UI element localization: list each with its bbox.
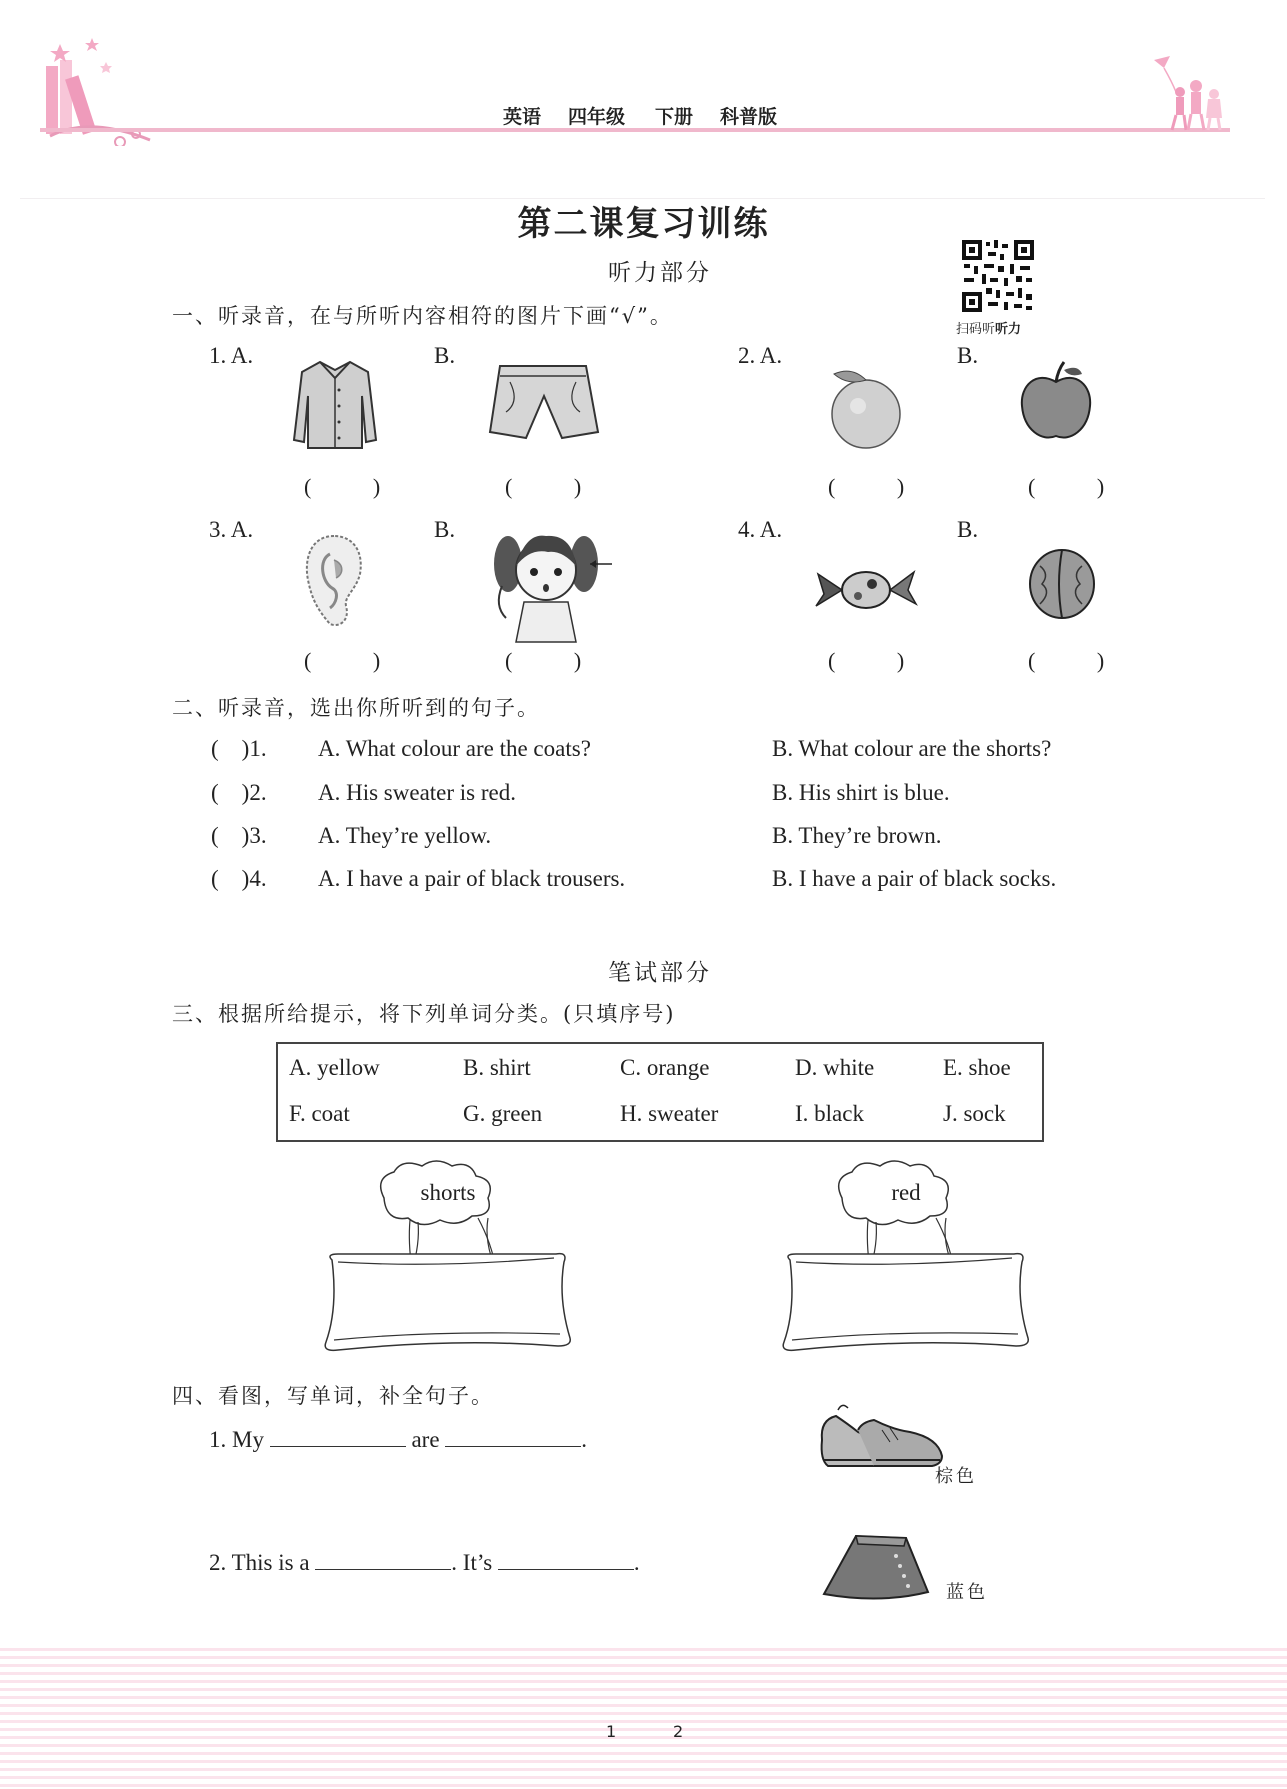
apple-image bbox=[1016, 360, 1096, 444]
s4-s2-middle: . It’s bbox=[451, 1550, 493, 1575]
q2-b-label: B. bbox=[957, 343, 979, 368]
qr-caption-prefix: 扫码听 bbox=[956, 322, 996, 337]
shoes-image bbox=[818, 1400, 946, 1476]
qr-caption-bold: 听力 bbox=[995, 322, 1022, 337]
section1-title: 一、听录音，在与所听内容相符的图片下画“√”。 bbox=[172, 304, 673, 328]
q1-b-label: B. bbox=[434, 343, 456, 368]
header-rule bbox=[40, 128, 1230, 132]
qr-caption bbox=[956, 318, 1021, 337]
s2-q2-number[interactable]: ( )2. bbox=[211, 780, 267, 805]
s4-s1-middle: are bbox=[411, 1427, 440, 1452]
word-h: H. sweater bbox=[620, 1101, 719, 1126]
word-a: A. yellow bbox=[289, 1055, 380, 1080]
q2-label: 2. A. bbox=[738, 343, 783, 368]
q1-a-answer-blank[interactable]: ( ) bbox=[304, 474, 409, 499]
candy-image bbox=[814, 558, 918, 622]
word-f: F. coat bbox=[289, 1101, 350, 1126]
q3-label: 3. A. bbox=[209, 517, 254, 542]
q4-a-answer-blank[interactable]: ( ) bbox=[828, 648, 933, 673]
s2-q3-number[interactable]: ( )3. bbox=[211, 823, 267, 848]
s4-s2-blank-1[interactable] bbox=[315, 1547, 451, 1570]
word-b: B. shirt bbox=[463, 1055, 531, 1080]
s4-sentence-1 bbox=[209, 1424, 587, 1453]
girl-hair-image bbox=[486, 526, 616, 644]
s4-s1-blank-2[interactable] bbox=[445, 1424, 581, 1447]
s2-q4-number[interactable]: ( )4. bbox=[211, 866, 267, 891]
s4-s1-start: 1. My bbox=[209, 1427, 264, 1452]
section3-title: 三、根据所给提示，将下列单词分类。(只填序号) bbox=[172, 1002, 676, 1026]
s2-q3-option-a: A. They’re yellow. bbox=[318, 823, 492, 848]
s4-s1-blank-1[interactable] bbox=[270, 1424, 406, 1447]
section4-title: 四、看图，写单词，补全句子。 bbox=[172, 1384, 494, 1408]
s2-q4-option-b: B. I have a pair of black socks. bbox=[772, 866, 1057, 891]
page-number-right: 2 bbox=[673, 1722, 684, 1741]
writing-heading: 笔试部分 bbox=[608, 960, 712, 986]
word-e: E. shoe bbox=[943, 1055, 1011, 1080]
word-c: C. orange bbox=[620, 1055, 710, 1080]
q4-label: 4. A. bbox=[738, 517, 783, 542]
listening-heading: 听力部分 bbox=[608, 260, 712, 286]
ear-image bbox=[300, 530, 368, 630]
q3-b-label: B. bbox=[434, 517, 456, 542]
page-number-left: 1 bbox=[606, 1722, 617, 1741]
header-subject: 英语 bbox=[503, 106, 542, 128]
hint-blue: 蓝色 bbox=[946, 1582, 988, 1603]
s4-s2-start: 2. This is a bbox=[209, 1550, 310, 1575]
s4-s2-end: . bbox=[633, 1550, 640, 1575]
header-edition: 科普版 bbox=[720, 106, 778, 128]
header-kids-illustration bbox=[1150, 52, 1230, 132]
walnut-image bbox=[1026, 546, 1098, 622]
q1-label: 1. A. bbox=[209, 343, 254, 368]
header-grade: 四年级 bbox=[568, 106, 626, 128]
q1-b-answer-blank[interactable]: ( ) bbox=[505, 474, 610, 499]
skirt-image bbox=[820, 1532, 932, 1604]
s4-sentence-2 bbox=[209, 1547, 640, 1576]
shirt-image bbox=[290, 356, 380, 452]
q2-a-answer-blank[interactable]: ( ) bbox=[828, 474, 933, 499]
word-j: J. sock bbox=[943, 1101, 1006, 1126]
s4-s2-blank-2[interactable] bbox=[498, 1547, 634, 1570]
s2-q4-option-a: A. I have a pair of black trousers. bbox=[318, 866, 626, 891]
s4-s1-end: . bbox=[581, 1427, 588, 1452]
s2-q1-number[interactable]: ( )1. bbox=[211, 736, 267, 761]
basket2-label: red bbox=[891, 1180, 921, 1205]
s2-q2-option-b: B. His shirt is blue. bbox=[772, 780, 950, 805]
page-title: 第二课复习训练 bbox=[517, 204, 770, 244]
q2-b-answer-blank[interactable]: ( ) bbox=[1028, 474, 1133, 499]
section2-title: 二、听录音，选出你所听到的句子。 bbox=[172, 696, 540, 720]
s2-q2-option-a: A. His sweater is red. bbox=[318, 780, 517, 805]
orange-image bbox=[822, 362, 906, 452]
s2-q3-option-b: B. They’re brown. bbox=[772, 823, 942, 848]
header-term: 下册 bbox=[655, 106, 694, 128]
s2-q1-option-a: A. What colour are the coats? bbox=[318, 736, 591, 761]
hint-brown: 棕色 bbox=[935, 1466, 977, 1487]
qr-code[interactable] bbox=[960, 238, 1036, 314]
q4-b-label: B. bbox=[957, 517, 979, 542]
word-g: G. green bbox=[463, 1101, 543, 1126]
word-d: D. white bbox=[795, 1055, 875, 1080]
footer-stripes bbox=[0, 1648, 1287, 1789]
basket1-label: shorts bbox=[420, 1180, 476, 1205]
shorts-image bbox=[486, 362, 602, 444]
q3-b-answer-blank[interactable]: ( ) bbox=[505, 648, 610, 673]
q4-b-answer-blank[interactable]: ( ) bbox=[1028, 648, 1133, 673]
word-i: I. black bbox=[795, 1101, 864, 1126]
s2-q1-option-b: B. What colour are the shorts? bbox=[772, 736, 1052, 761]
q3-a-answer-blank[interactable]: ( ) bbox=[304, 648, 409, 673]
